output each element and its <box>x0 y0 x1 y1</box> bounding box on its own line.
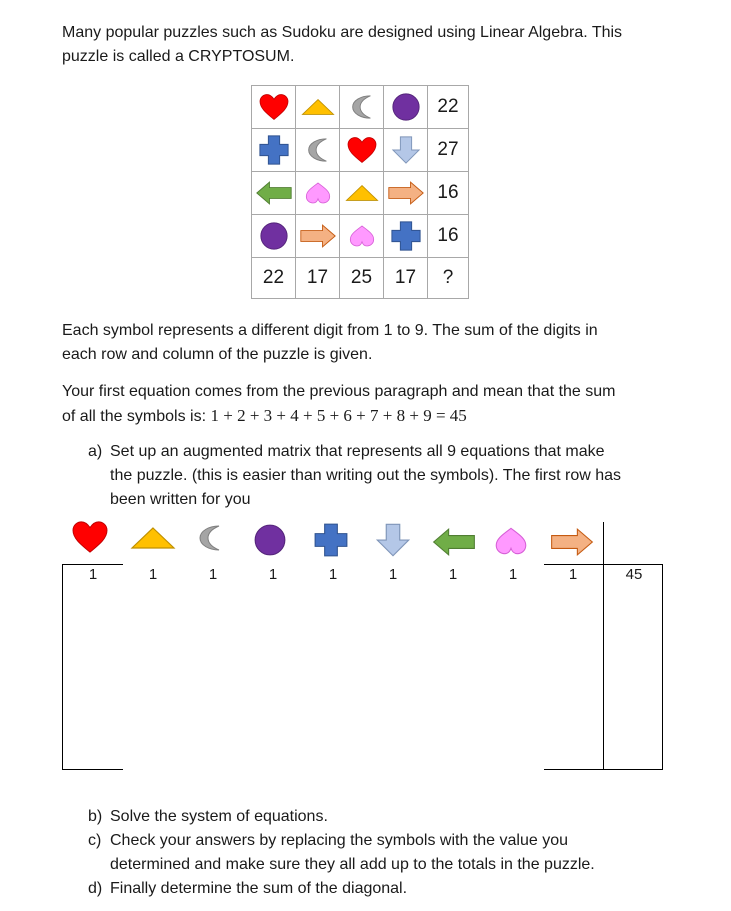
puzzle-cell <box>340 129 384 172</box>
part-a-item <box>88 440 678 512</box>
part-d-label: d) <box>88 880 103 897</box>
column-total: 22 <box>252 258 296 299</box>
part-b <box>88 805 678 829</box>
row-total: 16 <box>428 172 469 215</box>
part-a-line-1: Set up an augmented matrix that represents all 9 equations that make <box>110 443 605 460</box>
cross-icon <box>313 522 349 558</box>
matrix-right-bracket <box>662 564 663 770</box>
heart-icon <box>258 93 290 121</box>
description-line-2: each row and column of the puzzle is given. <box>62 346 373 363</box>
description-line-1: Each symbol represents a different digit from 1 to 9. The sum of the digits in <box>62 322 598 339</box>
puzzle-cell <box>296 215 340 258</box>
remaining-parts <box>88 805 678 901</box>
row-total: 27 <box>428 129 469 172</box>
matrix-left-bracket <box>62 564 63 770</box>
right-arrow-icon <box>299 223 337 249</box>
circle-icon <box>391 92 421 122</box>
part-b-text: Solve the system of equations. <box>110 808 328 825</box>
matrix-cell: 1 <box>208 566 218 583</box>
puzzle-cell <box>252 215 296 258</box>
puzzle-row-4 <box>252 215 469 258</box>
matrix-cell: 1 <box>328 566 338 583</box>
description-paragraph <box>62 319 672 367</box>
unknown-total: ? <box>428 258 469 299</box>
pink-heart-icon <box>492 525 530 557</box>
part-a <box>88 440 678 512</box>
down-arrow-icon <box>391 135 421 165</box>
heart-icon <box>346 136 378 164</box>
matrix-cell: 1 <box>268 566 278 583</box>
puzzle-cell <box>296 129 340 172</box>
puzzle-column-totals <box>252 258 469 299</box>
puzzle-cell <box>384 215 428 258</box>
column-total: 17 <box>296 258 340 299</box>
column-total: 17 <box>384 258 428 299</box>
crescent-icon <box>188 523 232 553</box>
part-c <box>88 829 678 877</box>
augment-divider <box>603 522 604 770</box>
puzzle-row-3 <box>252 172 469 215</box>
matrix-right-bracket-top <box>544 564 663 565</box>
puzzle-cell <box>384 172 428 215</box>
matrix-cell: 1 <box>568 566 578 583</box>
cryptosum-puzzle <box>251 85 469 299</box>
intro-line-2: puzzle is called a CRYPTOSUM. <box>62 48 295 65</box>
puzzle-cell <box>252 86 296 129</box>
matrix-cell: 1 <box>148 566 158 583</box>
equation-paragraph <box>62 380 672 429</box>
puzzle-cell <box>384 129 428 172</box>
part-a-line-3: been written for you <box>110 491 251 508</box>
part-b-label: b) <box>88 808 103 825</box>
matrix-cell: 1 <box>88 566 98 583</box>
part-a-label: a) <box>88 443 103 460</box>
puzzle-cell <box>340 86 384 129</box>
puzzle-row-1 <box>252 86 469 129</box>
right-arrow-icon <box>387 180 425 206</box>
pink-heart-icon <box>303 180 333 206</box>
triangle-icon <box>128 526 178 550</box>
part-c-line-2: determined and make sure they all add up to the totals in the puzzle. <box>110 856 595 873</box>
row-total: 22 <box>428 86 469 129</box>
puzzle-cell <box>296 86 340 129</box>
puzzle-cell <box>252 172 296 215</box>
puzzle-cell <box>384 86 428 129</box>
puzzle-cell <box>296 172 340 215</box>
puzzle-cell <box>340 215 384 258</box>
triangle-icon <box>345 182 379 204</box>
part-d-text: Finally determine the sum of the diagonal. <box>110 880 408 897</box>
puzzle-row-2 <box>252 129 469 172</box>
part-c-label: c) <box>88 832 102 849</box>
row-total: 16 <box>428 215 469 258</box>
part-a-line-2: the puzzle. (this is easier than writing out the symbols). The first row has <box>110 467 622 484</box>
left-arrow-icon <box>255 180 293 206</box>
equation-line-1: Your first equation comes from the previous paragraph and mean that the sum <box>62 383 616 400</box>
circle-icon <box>253 523 287 557</box>
column-total: 25 <box>340 258 384 299</box>
intro-paragraph <box>62 21 672 69</box>
down-arrow-icon <box>373 522 413 558</box>
matrix-cell: 1 <box>448 566 458 583</box>
matrix-right-bracket-bottom <box>544 769 663 770</box>
matrix-cell: 1 <box>388 566 398 583</box>
pink-heart-icon <box>347 223 377 249</box>
matrix-result-cell: 45 <box>625 566 643 583</box>
crescent-icon <box>347 93 377 121</box>
left-arrow-icon <box>430 527 478 557</box>
triangle-icon <box>301 96 335 118</box>
sum-equation: 1 + 2 + 3 + 4 + 5 + 6 + 7 + 8 + 9 = 45 <box>210 406 467 425</box>
equation-line-2-prefix: of all the symbols is: <box>62 408 211 425</box>
matrix-left-bracket-top <box>62 564 123 565</box>
puzzle-cell <box>252 129 296 172</box>
part-d <box>88 877 678 901</box>
right-arrow-icon <box>548 527 596 557</box>
cross-icon <box>390 220 422 252</box>
matrix-cell: 1 <box>508 566 518 583</box>
cross-icon <box>258 134 290 166</box>
crescent-icon <box>303 136 333 164</box>
part-c-line-1: Check your answers by replacing the symbols with the value you <box>110 832 568 849</box>
intro-line-1: Many popular puzzles such as Sudoku are designed using Linear Algebra. This <box>62 24 623 41</box>
heart-icon <box>70 520 110 554</box>
puzzle-cell <box>340 172 384 215</box>
matrix-left-bracket-bottom <box>62 769 123 770</box>
circle-icon <box>259 221 289 251</box>
